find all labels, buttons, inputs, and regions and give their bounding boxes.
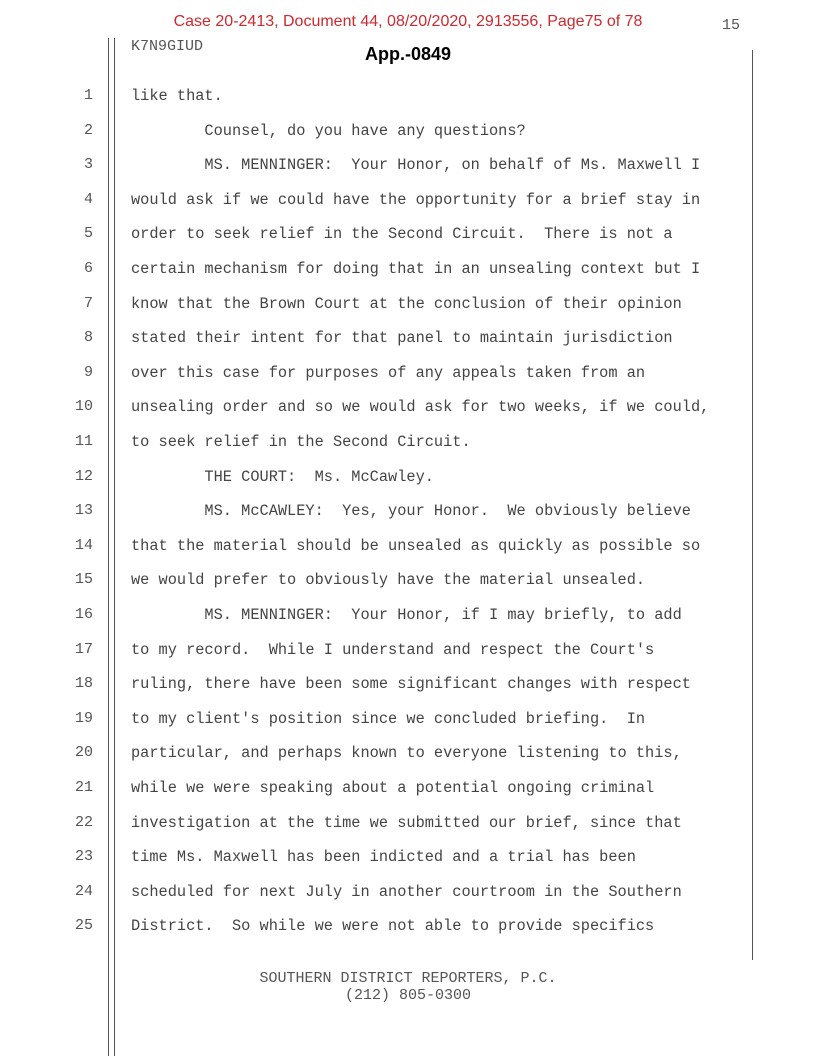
- transcript-line: to seek relief in the Second Circuit.: [131, 433, 471, 451]
- transcript-line: MS. MENNINGER: Your Honor, on behalf of Ms. Maxwell I: [131, 156, 701, 174]
- line-number: 7: [83, 295, 93, 312]
- line-number: 22: [74, 814, 93, 831]
- line-number: 14: [74, 537, 93, 554]
- left-margin-rule-inner: [114, 38, 115, 1056]
- transcript-line: to my record. While I understand and respect the Court's: [131, 641, 655, 659]
- line-number: 13: [74, 502, 93, 519]
- line-number: 24: [74, 883, 93, 900]
- transcript-line: unsealing order and so we would ask for two weeks, if we could,: [131, 398, 710, 416]
- transcript-line: over this case for purposes of any appeals taken from an: [131, 364, 646, 382]
- reporter-phone: (212) 805-0300: [344, 987, 472, 1004]
- line-number: 12: [74, 468, 93, 485]
- page-number: 15: [721, 17, 740, 34]
- transcript-line: order to seek relief in the Second Circuit. There is not a: [131, 225, 673, 243]
- line-number: 21: [74, 779, 93, 796]
- line-number: 9: [83, 364, 93, 381]
- court-filing-stamp: Case 20-2413, Document 44, 08/20/2020, 2913556, Page75 of 78: [173, 13, 643, 30]
- transcript-line: that the material should be unsealed as quickly as possible so: [131, 537, 701, 555]
- transcript-line: investigation at the time we submitted our brief, since that: [131, 814, 682, 832]
- line-number: 25: [74, 917, 93, 934]
- line-number: 23: [74, 848, 93, 865]
- transcript-line: would ask if we could have the opportunity for a brief stay in: [131, 191, 701, 209]
- case-code: K7N9GIUD: [131, 38, 204, 55]
- line-number: 16: [74, 606, 93, 623]
- transcript-line: know that the Brown Court at the conclusion of their opinion: [131, 295, 682, 313]
- reporter-name: SOUTHERN DISTRICT REPORTERS, P.C.: [259, 970, 557, 987]
- line-number: 3: [83, 156, 93, 173]
- right-margin-rule: [752, 50, 753, 960]
- transcript-line: we would prefer to obviously have the material unsealed.: [131, 571, 646, 589]
- transcript-line: MS. McCAWLEY: Yes, your Honor. We obviously believe: [131, 502, 691, 520]
- transcript-line: certain mechanism for doing that in an unsealing context but I: [131, 260, 701, 278]
- transcript-line: ruling, there have been some significant changes with respect: [131, 675, 691, 693]
- transcript-line: THE COURT: Ms. McCawley.: [131, 468, 434, 486]
- line-number: 18: [74, 675, 93, 692]
- line-number: 4: [83, 191, 93, 208]
- line-number: 20: [74, 744, 93, 761]
- line-number: 5: [83, 225, 93, 242]
- line-number: 10: [74, 398, 93, 415]
- transcript-line: to my client's position since we concluded briefing. In: [131, 710, 646, 728]
- left-margin-rule-outer: [108, 38, 109, 1056]
- line-number: 6: [83, 260, 93, 277]
- transcript-line: MS. MENNINGER: Your Honor, if I may briefly, to add: [131, 606, 682, 624]
- transcript-line: particular, and perhaps known to everyone listening to this,: [131, 744, 682, 762]
- line-number: 15: [74, 571, 93, 588]
- line-number: 8: [83, 329, 93, 346]
- line-number: 11: [74, 433, 93, 450]
- line-number: 19: [74, 710, 93, 727]
- transcript-line: like that.: [131, 87, 223, 105]
- line-number: 2: [83, 122, 93, 139]
- transcript-line: Counsel, do you have any questions?: [131, 122, 526, 140]
- transcript-line: time Ms. Maxwell has been indicted and a trial has been: [131, 848, 636, 866]
- appendix-number: App.-0849: [364, 44, 452, 64]
- transcript-line: District. So while we were not able to provide specifics: [131, 917, 655, 935]
- transcript-line: stated their intent for that panel to maintain jurisdiction: [131, 329, 673, 347]
- line-number: 17: [74, 641, 93, 658]
- line-number: 1: [83, 87, 93, 104]
- transcript-line: while we were speaking about a potential ongoing criminal: [131, 779, 655, 797]
- transcript-line: scheduled for next July in another courtroom in the Southern: [131, 883, 682, 901]
